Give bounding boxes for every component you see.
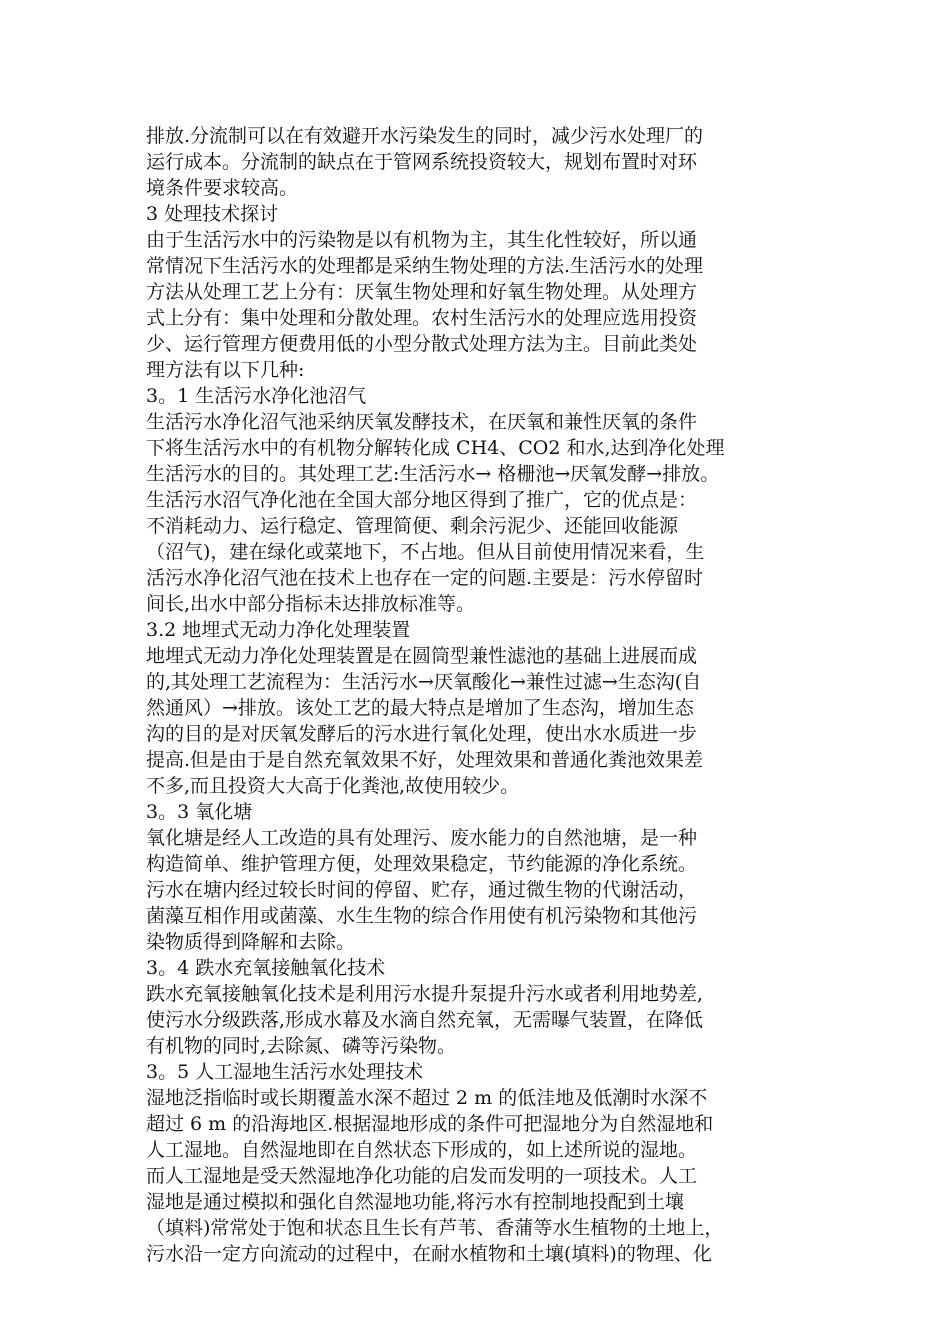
text-line: 地埋式无动力净化处理装置是在圆筒型兼性滤池的基础上进展而成 [146, 645, 698, 667]
text-line: 沟的目的是对厌氧发酵后的污水进行氧化处理，使出水水质进一步 [146, 723, 698, 745]
text-line: 生活污水的目的。其处理工艺:生活污水→ 格栅池→厌氧发酵→排放。 [146, 463, 720, 485]
text-line: 境条件要求较高。 [146, 177, 299, 199]
text-line: 污水在塘内经过较长时间的停留、贮存，通过微生物的代谢活动， [146, 879, 698, 901]
text-line: 3。4 跌水充氧接触氧化技术 [146, 957, 386, 979]
text-line: 超过 6 m 的沿海地区.根据湿地形成的条件可把湿地分为自然湿地和 [146, 1113, 714, 1135]
text-line: 而人工湿地是受天然湿地净化功能的启发而发明的一项技术。人工 [146, 1165, 698, 1187]
text-line: 湿地是通过模拟和强化自然湿地功能,将污水有控制地投配到土壤 [146, 1191, 685, 1213]
text-line: 的,其处理工艺流程为：生活污水→厌氧酸化→兼性过滤→生态沟(自 [146, 671, 702, 693]
text-line: 构造简单、维护管理方便，处理效果稳定，节约能源的净化系统。 [146, 853, 698, 875]
text-line: 不多,而且投资大大高于化粪池,故使用较少。 [146, 775, 520, 797]
text-line: 跌水充氧接触氧化技术是利用污水提升泵提升污水或者利用地势差, [146, 983, 704, 1005]
text-line: （填料)常常处于饱和状态且生长有芦苇、香蒲等水生植物的土地上， [146, 1217, 724, 1239]
text-line: 菌藻互相作用或菌藻、水生生物的综合作用使有机污染物和其他污 [146, 905, 698, 927]
text-line: 然通风）→排放。该处工艺的最大特点是增加了生态沟，增加生态 [146, 697, 694, 719]
text-line: 运行成本。分流制的缺点在于管网系统投资较大，规划布置时对环 [146, 151, 698, 173]
text-line: 不消耗动力、运行稳定、管理简便、剩余污泥少、还能回收能源 [146, 515, 679, 537]
text-line: 人工湿地。自然湿地即在自然状态下形成的，如上述所说的湿地。 [146, 1139, 698, 1161]
text-line: 3.2 地埋式无动力净化处理装置 [146, 619, 411, 641]
text-line: 污水沿一定方向流动的过程中，在耐水植物和土壤(填料)的物理、化 [146, 1243, 712, 1265]
text-line: 3 处理技术探讨 [146, 203, 279, 225]
text-line: 理方法有以下几种: [146, 359, 305, 381]
text-line: 方法从处理工艺上分有：厌氧生物处理和好氧生物处理。从处理方 [146, 281, 698, 303]
text-line: 下将生活污水中的有机物分解转化成 CH4、CO2 和水,达到净化处理 [146, 437, 725, 459]
text-line: 活污水净化沼气池在技术上也存在一定的问题.主要是：污水停留时 [146, 567, 704, 589]
text-line: 3。5 人工湿地生活污水处理技术 [146, 1061, 424, 1083]
document-body [146, 123, 826, 1267]
text-line: 3。1 生活污水净化池沼气 [146, 385, 367, 407]
text-line: 生活污水沼气净化池在全国大部分地区得到了推广，它的优点是： [146, 489, 698, 511]
text-line: 生活污水净化沼气池采纳厌氧发酵技术，在厌氧和兼性厌氧的条件 [146, 411, 698, 433]
text-line: 湿地泛指临时或长期覆盖水深不超过 2 m 的低洼地及低潮时水深不 [146, 1087, 708, 1109]
text-line: 氧化塘是经人工改造的具有处理污、废水能力的自然池塘，是一种 [146, 827, 698, 849]
text-line: 常情况下生活污水的处理都是采纳生物处理的方法.生活污水的处理 [146, 255, 704, 277]
text-line: 3。3 氧化塘 [146, 801, 253, 823]
text-line: 染物质得到降解和去除。 [146, 931, 356, 953]
text-line: 有机物的同时,去除氮、磷等污染物。 [146, 1035, 457, 1057]
text-line: 式上分有：集中处理和分散处理。农村生活污水的处理应选用投资 [146, 307, 698, 329]
text-line: 少、运行管理方便费用低的小型分散式处理方法为主。目前此类处 [146, 333, 698, 355]
text-line: 使污水分级跌落,形成水幕及水滴自然充氧，无需曝气装置，在降低 [146, 1009, 704, 1031]
text-line: 间长,出水中部分指标未达排放标准等。 [146, 593, 476, 615]
text-line: （沼气)，建在绿化或菜地下，不占地。但从目前使用情况来看，生 [146, 541, 705, 563]
text-line: 排放.分流制可以在有效避开水污染发生的同时，减少污水处理厂的 [146, 125, 704, 147]
text-line: 提高.但是由于是自然充氧效果不好，处理效果和普通化粪池效果差 [146, 749, 704, 771]
text-line: 由于生活污水中的污染物是以有机物为主，其生化性较好，所以通 [146, 229, 698, 251]
